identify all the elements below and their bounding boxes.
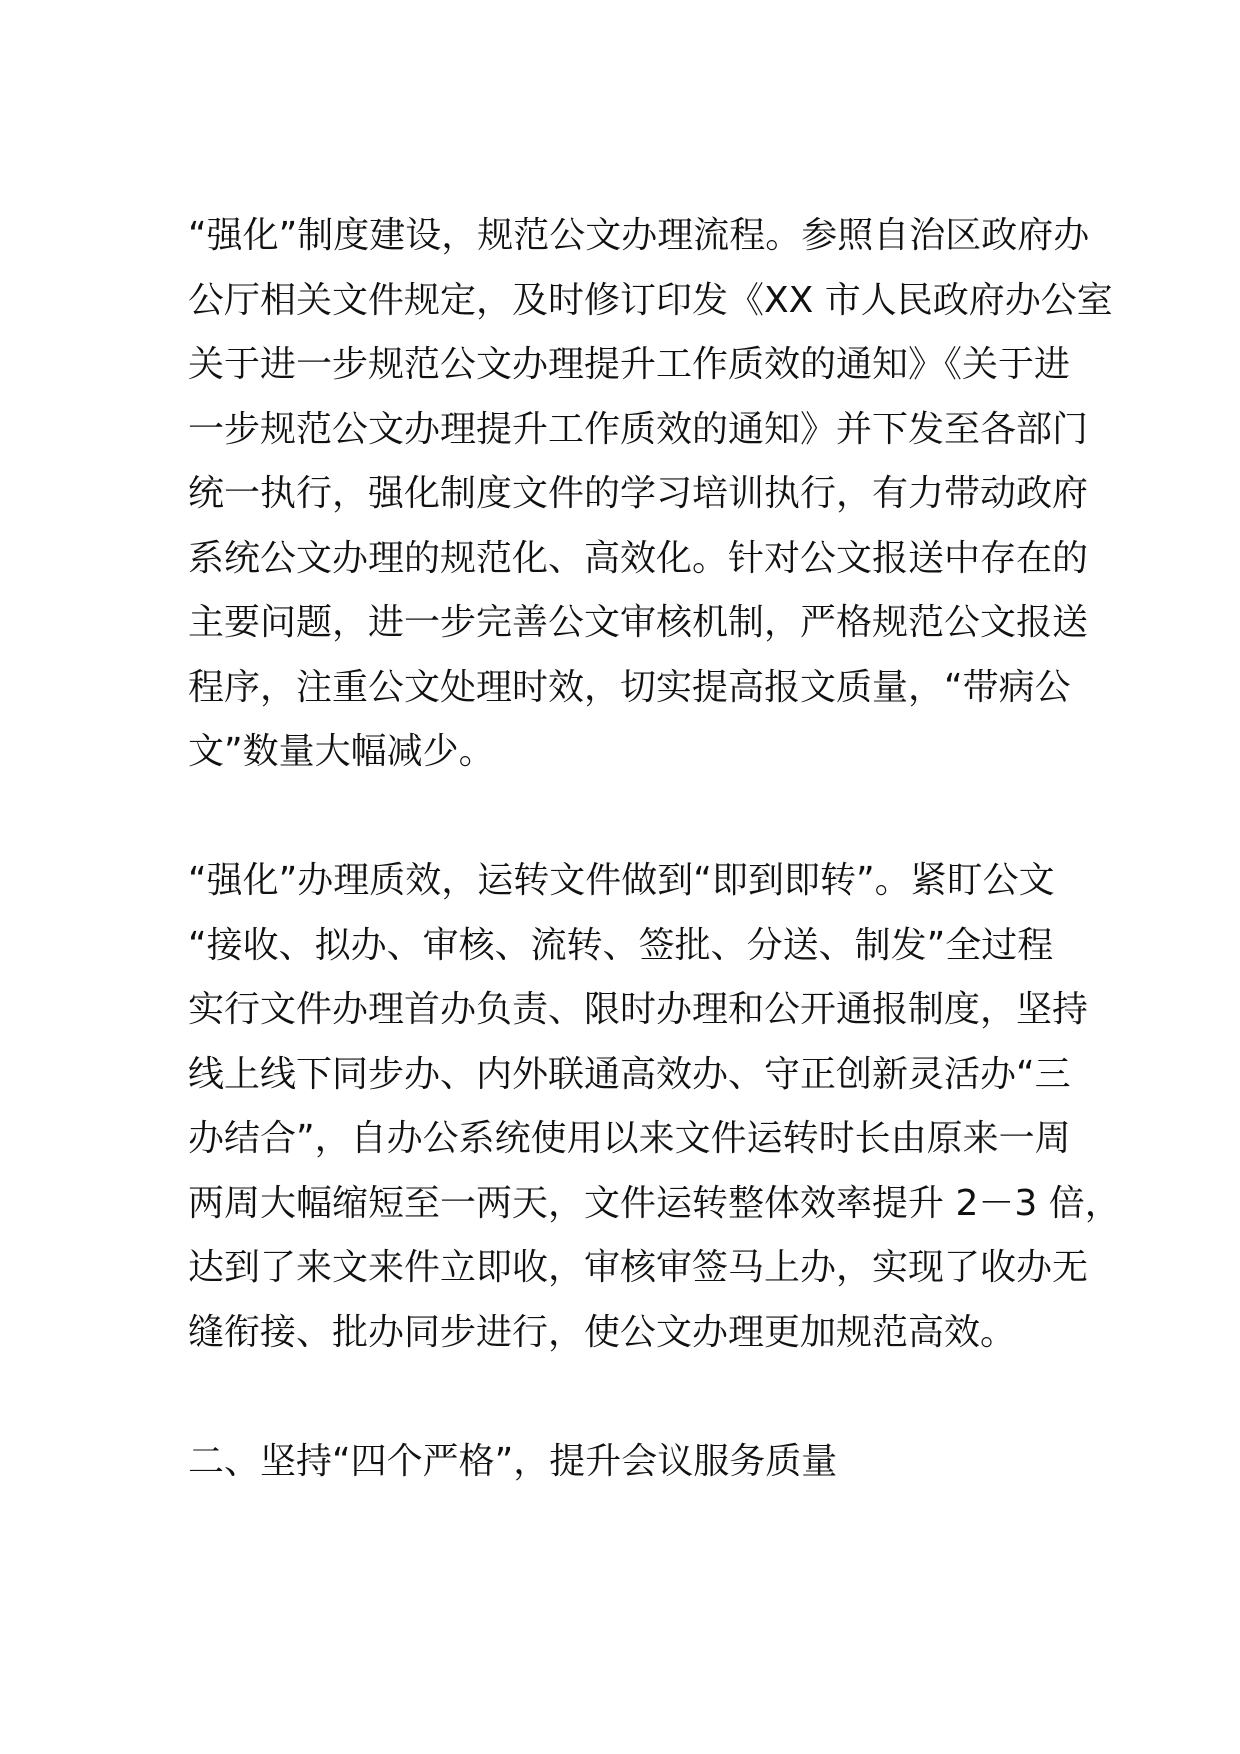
text-line: 统一执行，强化制度文件的学习培训执行，有力带动政府 — [188, 473, 1089, 514]
text-line: 两周大幅缩短至一两天，文件运转整体效率提升 2－3 倍， — [188, 1182, 1121, 1224]
text-line: 缝衔接、批办同步进行，使公文办理更加规范高效。 — [188, 1311, 1017, 1353]
text-line: 实行文件办理首办负责、限时办理和公开通报制度，坚持 — [188, 989, 1089, 1030]
paragraph-handling-efficiency — [188, 849, 1121, 1365]
text-line: 线上线下同步办、内外联通高效办、守正创新灵活办“三 — [188, 1053, 1071, 1095]
text-line: 公厅相关文件规定，及时修订印发《XX 市人民政府办公室 — [188, 279, 1113, 321]
paragraph-system-building — [188, 204, 1113, 785]
document-body — [188, 204, 1121, 1494]
text-line: 关于进一步规范公文办理提升工作质效的通知》《关于进 — [188, 344, 1071, 385]
section-heading — [188, 1430, 1060, 1495]
text-line: 系统公文办理的规范化、高效化。针对公文报送中存在的 — [188, 537, 1089, 579]
text-line: 文”数量大幅减少。 — [188, 731, 495, 772]
heading-text: 二、坚持“四个严格”，提升会议服务质量 — [188, 1440, 838, 1482]
text-line: “强化”办理质效，运转文件做到“即到即转”。紧盯公文 — [188, 860, 1055, 901]
text-line: 主要问题，进一步完善公文审核机制，严格规范公文报送 — [188, 602, 1089, 643]
text-line: 程序，注重公文处理时效，切实提高报文质量，“带病公 — [188, 666, 1071, 708]
text-line: 一步规范公文办理提升工作质效的通知》并下发至各部门 — [188, 408, 1089, 450]
text-line: 办结合”，自办公系统使用以来文件运转时长由原来一周 — [188, 1118, 1071, 1159]
text-line: 达到了来文来件立即收，审核审签马上办，实现了收办无 — [188, 1247, 1089, 1288]
text-line: “接收、拟办、审核、流转、签批、分送、制发”全过程 — [188, 924, 1054, 966]
text-line: “强化”制度建设，规范公文办理流程。参照自治区政府办 — [188, 215, 1090, 256]
